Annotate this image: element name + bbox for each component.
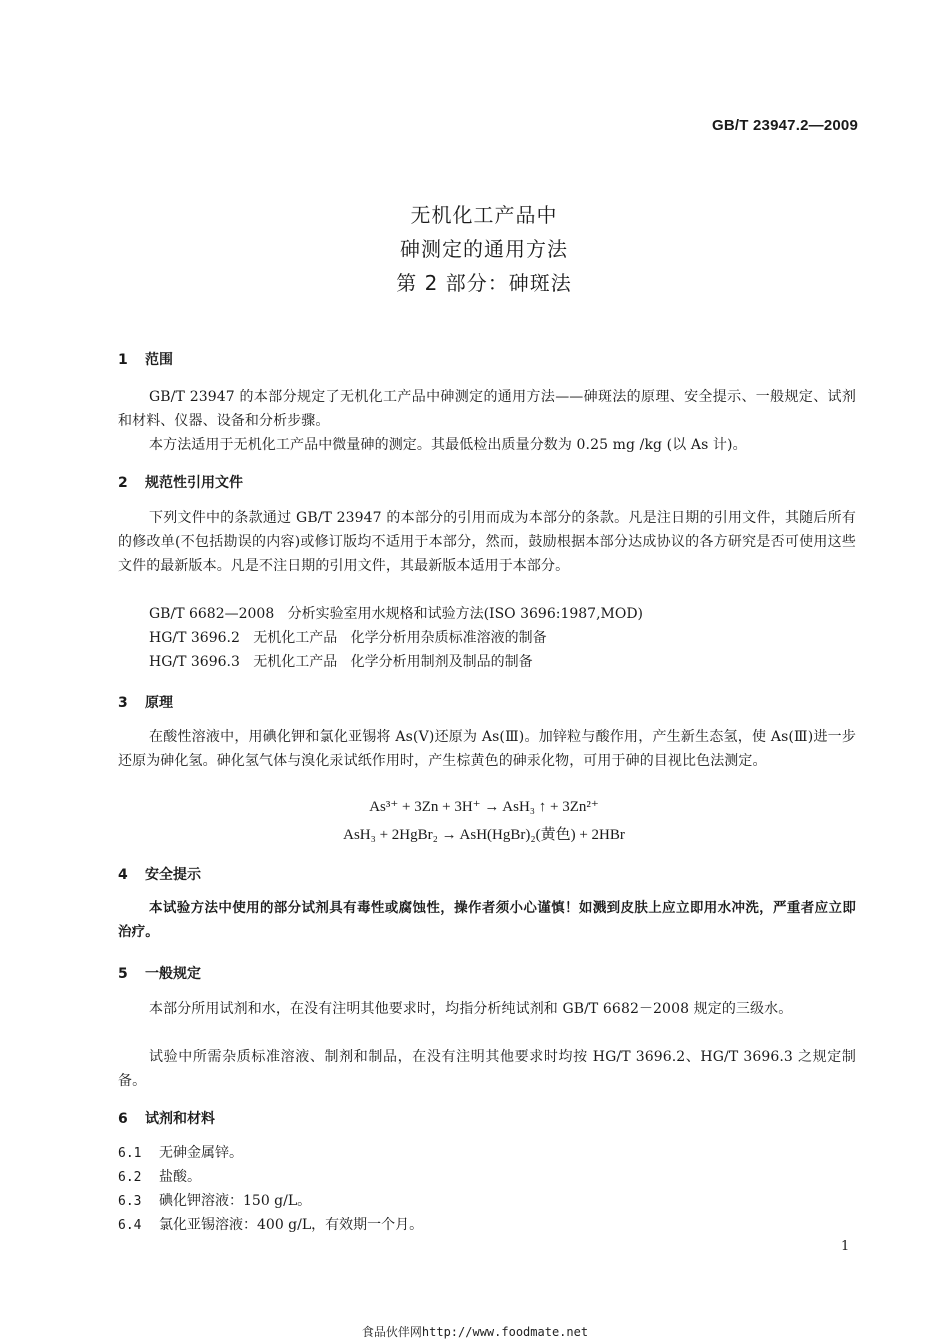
list-item: [118, 1189, 311, 1214]
section-title: 一般规定: [145, 966, 201, 982]
section-4-paragraph-1: 本试验方法中使用的部分试剂具有毒性或腐蚀性，操作者须小心谨慎！如溅到皮肤上应立即用水冲洗，严重者应立即治疗。: [118, 900, 856, 940]
section-3-paragraph-1: 在酸性溶液中，用碘化钾和氯化亚锡将 As(Ⅴ)还原为 As(Ⅲ)。加锌粒与酸作用，产生新生态氢，使 As(Ⅲ)进一步还原为砷化氢。砷化氢气体与溴化汞试纸作用时，产生棕黄色的砷汞化物，可用于砷的目视比色法测定。: [118, 729, 856, 769]
section-5-heading: [118, 963, 201, 983]
list-item: [118, 1141, 243, 1166]
section-3-heading: [118, 692, 173, 712]
title-line-1: 无机化工产品中: [410, 203, 558, 227]
section-5-paragraph-2: 试验中所需杂质标准溶液、制剂和制品，在没有注明其他要求时均按 HG/T 3696.2、HG/T 3696.3 之规定制备。: [118, 1049, 856, 1089]
item-text: 无砷金属锌。: [159, 1145, 243, 1161]
section-number: 5: [118, 966, 128, 982]
section-2-paragraph-1: 下列文件中的条款通过 GB/T 23947 的本部分的引用而成为本部分的条款。凡是注日期的引用文件，其随后所有的修改单(不包括勘误的内容)或修订版均不适用于本部分，然而，鼓励根据本部分达成协议的各方研究是否可使用这些文件的最新版本。凡是不注日期的引用文件，其最新版本适用于本部分。: [118, 510, 856, 574]
reference-item: GB/T 6682—2008 分析实验室用水规格和试验方法(ISO 3696:1987,MOD): [149, 606, 644, 622]
section-title: 范围: [145, 352, 173, 368]
page-number: 1: [841, 1239, 850, 1254]
section-number: 3: [118, 695, 128, 711]
standard-number: GB/T 23947.2—2009: [712, 117, 858, 134]
section-title: 原理: [145, 695, 173, 711]
section-title: 试剂和材料: [145, 1111, 215, 1127]
item-text: 盐酸。: [159, 1169, 201, 1185]
section-2-heading: [118, 472, 243, 492]
section-6-heading: [118, 1108, 215, 1128]
item-number: 6.2: [118, 1170, 142, 1185]
item-number: 6.4: [118, 1218, 142, 1233]
section-4-heading: [118, 864, 201, 884]
section-1-paragraph-1: GB/T 23947 的本部分规定了无机化工产品中砷测定的通用方法——砷斑法的原理、安全提示、一般规定、试剂和材料、仪器、设备和分析步骤。: [118, 389, 856, 429]
footer-watermark: 食品伙伴网http://www.foodmate.net: [361, 1325, 589, 1339]
section-1-paragraph-2: 本方法适用于无机化工产品中微量砷的测定。其最低检出质量分数为 0.25 mg /kg (以 As 计)。: [149, 437, 747, 453]
title-line-3: 第 2 部分：砷斑法: [396, 271, 572, 295]
section-title: 安全提示: [145, 867, 201, 883]
section-title: 规范性引用文件: [145, 475, 243, 491]
list-item: [118, 1165, 201, 1190]
item-text: 碘化钾溶液：150 g/L。: [159, 1193, 312, 1209]
section-1-heading: [118, 349, 173, 369]
item-number: 6.1: [118, 1146, 142, 1161]
section-number: 2: [118, 475, 128, 491]
section-5-paragraph-1: 本部分所用试剂和水，在没有注明其他要求时，均指分析纯试剂和 GB/T 6682－2008 规定的三级水。: [149, 1001, 793, 1017]
list-item: [118, 1213, 423, 1238]
document-title: [0, 198, 950, 300]
section-number: 1: [118, 352, 128, 368]
item-number: 6.3: [118, 1194, 142, 1209]
title-line-2: 砷测定的通用方法: [400, 237, 568, 261]
section-number: 4: [118, 867, 128, 883]
equation-1: As³⁺ + 3Zn + 3H⁺ → AsH₃ ↑ + 3Zn²⁺: [369, 799, 599, 815]
reference-item: HG/T 3696.2 无机化工产品 化学分析用杂质标准溶液的制备: [149, 630, 547, 646]
item-text: 氯化亚锡溶液：400 g/L，有效期一个月。: [159, 1217, 424, 1233]
equation-2: AsH₃ + 2HgBr₂ → AsH(HgBr)₂(黄色) + 2HBr: [343, 827, 625, 843]
section-number: 6: [118, 1111, 128, 1127]
reference-item: HG/T 3696.3 无机化工产品 化学分析用制剂及制品的制备: [149, 654, 533, 670]
